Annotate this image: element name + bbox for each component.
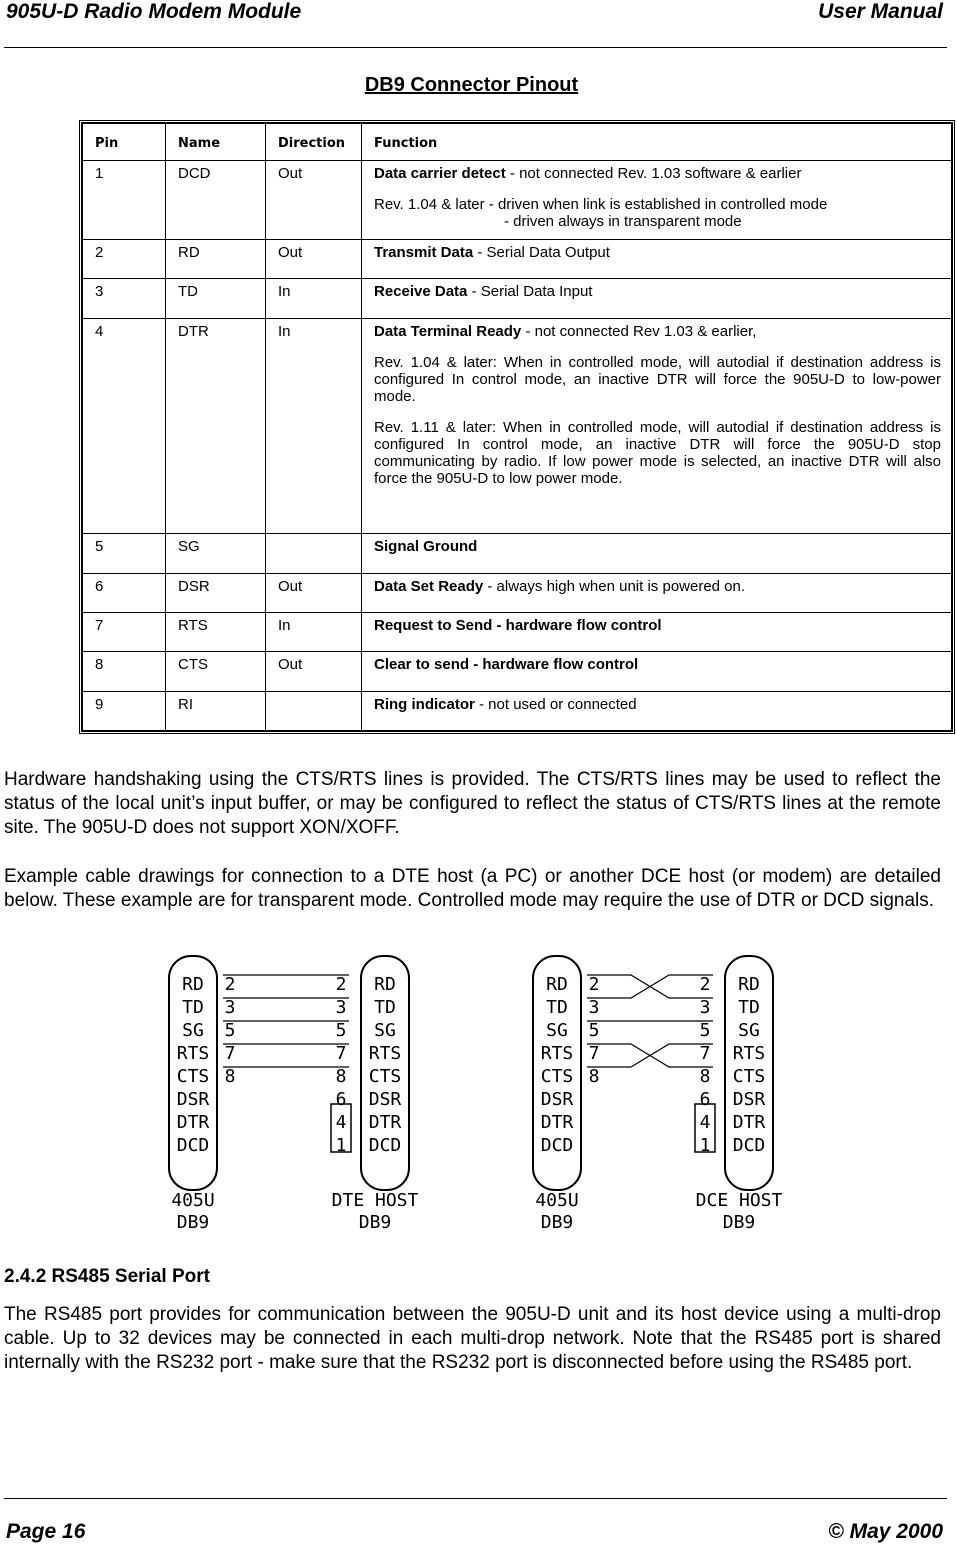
name-cell: CTS (166, 652, 266, 691)
right-signal-labels (733, 974, 766, 1156)
function-cell (362, 652, 952, 691)
unit-label: 405U (535, 1190, 579, 1211)
signal-label: DSR (732, 1089, 766, 1110)
pin-number: 5 (588, 1020, 600, 1041)
crossover-wires (587, 975, 713, 1067)
signal-label: DSR (176, 1089, 210, 1110)
pin-number: 5 (335, 1020, 347, 1041)
function-cell (362, 161, 952, 240)
signal-label: TD (182, 997, 204, 1018)
pin-number: 8 (224, 1066, 236, 1087)
signal-label: RTS (176, 1043, 210, 1064)
direction-cell: Out (266, 239, 362, 278)
signal-label: RD (182, 974, 204, 995)
direction-cell: Out (266, 652, 362, 691)
table-row (83, 652, 952, 691)
section-title: DB9 Connector Pinout (364, 74, 579, 96)
pin-cell: 4 (83, 318, 166, 534)
pin-number: 3 (335, 997, 347, 1018)
function-text: - always high when unit is powered on. (483, 577, 746, 595)
function-text: Rev. 1.04 & later: When in controlled mode, will autodial if destination address is configured In control mode, an inactive DTR will force the 905U-D to low-power mode. (374, 353, 941, 405)
signal-label: TD (374, 997, 396, 1018)
function-text: Rev. 1.04 & later - driven when link is established in controlled mode (374, 196, 828, 214)
function-title: Signal Ground (374, 538, 478, 556)
pin-number: 5 (699, 1020, 711, 1041)
left-signal-labels (177, 974, 210, 1156)
function-text: - not connected Rev 1.03 & earlier, (521, 322, 757, 340)
col-header-pin: Pin (83, 124, 166, 161)
function-title: Receive Data (374, 283, 468, 301)
signal-label: CTS (368, 1066, 402, 1087)
signal-label: SG (738, 1020, 760, 1041)
footer-date: © May 2000 (828, 1520, 943, 1543)
host-label: DCE HOST (695, 1190, 783, 1211)
pin-number: 7 (224, 1043, 236, 1064)
paragraph-rs485: The RS485 port provides for communication between the 905U-D unit and its host device using a multi-drop cable. Up to 32 devices may be connected in each multi-drop network. Note that the RS485 port is shared internally with the RS232 port - make sure that the RS232 port is disconnected before using the RS485 port. (4, 1304, 941, 1373)
dte-cable-svg (163, 950, 463, 1240)
signal-label: DTR (176, 1112, 210, 1133)
signal-label: DTR (368, 1112, 402, 1133)
function-cell (362, 318, 952, 534)
dce-cable-svg (527, 950, 827, 1240)
signal-label: DCD (540, 1135, 574, 1156)
pin-number: 2 (224, 974, 236, 995)
pin-cell: 8 (83, 652, 166, 691)
footer-rule (4, 1498, 947, 1499)
direction-cell (266, 691, 362, 730)
function-cell (362, 279, 952, 318)
pin-number: 4 (335, 1112, 347, 1133)
paragraph-handshaking: Hardware handshaking using the CTS/RTS lines is provided. The CTS/RTS lines may be used to reflect the status of the local unit’s input buffer, or may be configured to reflect the status of CTS/RTS lines at the remote site. The 905U-D does not support XON/XOFF. (4, 769, 941, 838)
pin-number: 3 (224, 997, 236, 1018)
function-title: Data Terminal Ready (374, 322, 522, 340)
left-pin-numbers (589, 974, 600, 1087)
unit-label: 405U (171, 1190, 215, 1211)
function-cell (362, 534, 952, 573)
direction-cell (266, 534, 362, 573)
signal-label: DTR (540, 1112, 574, 1133)
function-title: Data Set Ready (374, 577, 484, 595)
paragraph-example-cables: Example cable drawings for connection to a DTE host (a PC) or another DCE host (or modem) are detailed below. These example are for transparent mode. Controlled mode may require the use of DTR or DCD signals. (4, 866, 941, 911)
pin-number: 5 (224, 1020, 236, 1041)
signal-label: TD (738, 997, 760, 1018)
signal-label: RD (546, 974, 568, 995)
name-cell: DCD (166, 161, 266, 240)
table-row (83, 612, 952, 651)
col-header-function: Function (362, 124, 952, 161)
pin-cell: 7 (83, 612, 166, 651)
table-row (83, 161, 952, 240)
right-pin-numbers (700, 974, 711, 1156)
signal-label: TD (546, 997, 568, 1018)
signal-label: CTS (732, 1066, 766, 1087)
pin-number: 3 (699, 997, 711, 1018)
function-text: - driven always in transparent mode (504, 213, 742, 231)
host-label: DTE HOST (331, 1190, 419, 1211)
host-connector-label: DB9 (722, 1212, 756, 1233)
pin-number: 7 (335, 1043, 347, 1064)
pinout-table (79, 120, 955, 734)
pin-number: 2 (699, 974, 711, 995)
table-row (83, 534, 952, 573)
signal-label: DSR (540, 1089, 574, 1110)
pin-number: 8 (588, 1066, 600, 1087)
signal-label: RTS (368, 1043, 402, 1064)
right-pin-numbers (336, 974, 347, 1156)
pin-number: 2 (335, 974, 347, 995)
unit-connector-label: DB9 (540, 1212, 574, 1233)
function-cell (362, 239, 952, 278)
signal-label: RD (738, 974, 760, 995)
function-cell (362, 573, 952, 612)
function-title: Transmit Data (374, 243, 474, 261)
name-cell: RTS (166, 612, 266, 651)
rs485-heading: 2.4.2 RS485 Serial Port (4, 1266, 210, 1287)
function-cell (362, 612, 952, 651)
signal-label: CTS (176, 1066, 210, 1087)
pin-cell: 3 (83, 279, 166, 318)
header-doc-type: User Manual (818, 0, 943, 23)
pin-number: 8 (335, 1066, 347, 1087)
name-cell: DTR (166, 318, 266, 534)
dte-cable-diagram (163, 950, 463, 1240)
wire-cross (587, 1044, 713, 1067)
function-text: - not used or connected (474, 695, 637, 713)
left-signal-labels (541, 974, 574, 1156)
direction-cell: Out (266, 161, 362, 240)
pin-cell: 1 (83, 161, 166, 240)
signal-label: RD (374, 974, 396, 995)
wire-cross (587, 975, 713, 998)
host-connector-label: DB9 (358, 1212, 392, 1233)
pin-number: 8 (699, 1066, 711, 1087)
function-text: - Serial Data Output (473, 243, 610, 261)
signal-label: RTS (732, 1043, 766, 1064)
name-cell: SG (166, 534, 266, 573)
dce-cable-diagram (527, 950, 827, 1240)
function-text: Rev. 1.11 & later: When in controlled mode, will autodial if destination address is configured In control mode, an inactive DTR will force the 905U-D stop communicating by radio. If low power mode is selected, an inactive DTR will also force the 905U-D to low power mode. (374, 418, 941, 487)
signal-label: DCD (176, 1135, 210, 1156)
pin-cell: 5 (83, 534, 166, 573)
left-pin-numbers (225, 974, 236, 1087)
direction-cell: Out (266, 573, 362, 612)
name-cell: DSR (166, 573, 266, 612)
function-title: Data carrier detect (374, 165, 506, 183)
header-title: 905U-D Radio Modem Module (6, 0, 302, 23)
col-header-direction: Direction (266, 124, 362, 161)
function-text: - Serial Data Input (467, 283, 593, 301)
table-row (83, 318, 952, 534)
signal-label: DCD (368, 1135, 402, 1156)
right-signal-labels (369, 974, 402, 1156)
signal-label: DSR (368, 1089, 402, 1110)
pin-cell: 6 (83, 573, 166, 612)
signal-label: DCD (732, 1135, 766, 1156)
pin-number: 6 (699, 1089, 711, 1110)
signal-label: DTR (732, 1112, 766, 1133)
pin-cell: 2 (83, 239, 166, 278)
pin-number: 6 (335, 1089, 347, 1110)
name-cell: RI (166, 691, 266, 730)
signal-label: RTS (540, 1043, 574, 1064)
table-row (83, 239, 952, 278)
page-number: Page 16 (6, 1520, 86, 1543)
signal-label: CTS (540, 1066, 574, 1087)
function-text: - not connected Rev. 1.03 software & earlier (505, 165, 802, 183)
pin-number: 3 (588, 997, 600, 1018)
pin-number: 7 (699, 1043, 711, 1064)
signal-label: SG (546, 1020, 568, 1041)
pin-number: 2 (588, 974, 600, 995)
unit-connector-label: DB9 (176, 1212, 210, 1233)
pin-number: 1 (335, 1135, 347, 1156)
direction-cell: In (266, 612, 362, 651)
signal-label: SG (182, 1020, 204, 1041)
function-cell (362, 691, 952, 730)
table-row (83, 279, 952, 318)
table-row (83, 691, 952, 730)
pin-number: 4 (699, 1112, 711, 1133)
header-rule (4, 47, 947, 48)
direction-cell: In (266, 279, 362, 318)
function-title: Clear to send - hardware flow control (374, 656, 639, 674)
signal-label: SG (374, 1020, 396, 1041)
pin-number: 7 (588, 1043, 600, 1064)
name-cell: TD (166, 279, 266, 318)
pin-number: 1 (699, 1135, 711, 1156)
function-title: Request to Send - hardware flow control (374, 616, 662, 634)
table-row (83, 573, 952, 612)
name-cell: RD (166, 239, 266, 278)
function-title: Ring indicator (374, 695, 475, 713)
pin-cell: 9 (83, 691, 166, 730)
wires (223, 975, 349, 1067)
direction-cell: In (266, 318, 362, 534)
col-header-name: Name (166, 124, 266, 161)
